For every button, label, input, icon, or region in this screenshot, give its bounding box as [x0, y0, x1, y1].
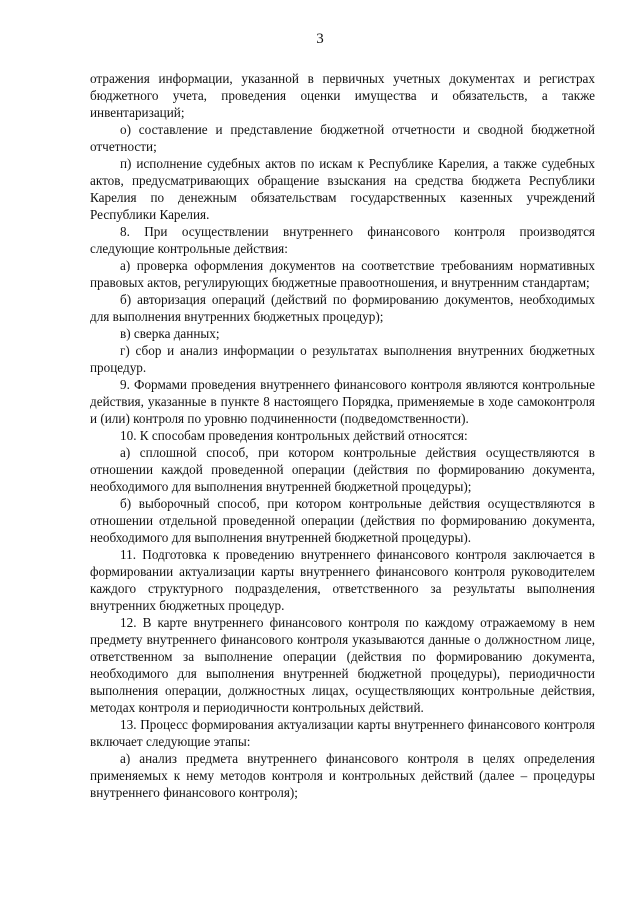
paragraph-8-item-v: в) сверка данных; — [120, 326, 220, 341]
paragraph-10: 10. К способам проведения контрольных действий относятся: — [120, 428, 468, 443]
paragraph-8: 8. При осуществлении внутреннего финансового контроля производятся следующие контрольные действия: — [90, 224, 595, 256]
paragraph-item-p: п) исполнение судебных актов по искам к Республике Карелия, а также судебных актов, предусматривающих обращение взыскания на средства бюджета Республики Карелия по денежным обязательствам государственных казенных учреждений Республики Карелия. — [90, 156, 595, 222]
paragraph-9: 9. Формами проведения внутреннего финансового контроля являются контрольные действия, указанные в пункте 8 настоящего Порядка, применяемые в ходе самоконтроля и (или) контроля по уровню подчиненности (подведомственности). — [90, 377, 595, 426]
page-number: 3 — [316, 31, 324, 47]
paragraph-10-item-b: б) выборочный способ, при котором контрольные действия осуществляются в отношении отдельной проведенной операции (действия по формированию документа, необходимого для выполнения внутренней бюджетной процедуры). — [90, 496, 595, 545]
paragraph-item-o: о) составление и представление бюджетной отчетности и сводной бюджетной отчетности; — [90, 122, 595, 154]
paragraph-8-item-b: б) авторизация операций (действий по формированию документов, необходимых для выполнения внутренних бюджетных процедур); — [90, 292, 595, 324]
document-body — [90, 70, 595, 801]
paragraph-12: 12. В карте внутреннего финансового контроля по каждому отражаемому в нем предмету внутреннего финансового контроля указываются данные о должностном лице, ответственном за выполнение операции (действия по формированию документа, необходимого для выполнения внутренней бюджетной процедуры), периодичности выполнения операции, должностных лицах, осуществляющих контрольные действия, методах контроля и периодичности контрольных действий. — [90, 615, 595, 715]
paragraph-11: 11. Подготовка к проведению внутреннего финансового контроля заключается в формировании актуализации карты внутреннего финансового контроля руководителем каждого структурного подразделения, ответственного за результаты выполнения внутренних бюджетных процедур. — [90, 547, 595, 613]
paragraph-8-item-g: г) сбор и анализ информации о результатах выполнения внутренних бюджетных процедур. — [90, 343, 595, 375]
paragraph-8-item-a: а) проверка оформления документов на соответствие требованиям нормативных правовых актов, регулирующих бюджетные правоотношения, и внутренним стандартам; — [90, 258, 595, 290]
paragraph-13-item-a: а) анализ предмета внутреннего финансового контроля в целях определения применяемых к нему методов контроля и контрольных действий (далее – процедуры внутреннего финансового контроля); — [90, 751, 595, 800]
paragraph-continuation: отражения информации, указанной в первичных учетных документах и регистрах бюджетного учета, проведения оценки имущества и обязательств, а также инвентаризаций; — [90, 71, 595, 120]
paragraph-13: 13. Процесс формирования актуализации карты внутреннего финансового контроля включает следующие этапы: — [90, 717, 595, 749]
paragraph-10-item-a: а) сплошной способ, при котором контрольные действия осуществляются в отношении каждой проведенной операции (действия по формированию документа, необходимого для выполнения внутренней бюджетной процедуры); — [90, 445, 595, 494]
